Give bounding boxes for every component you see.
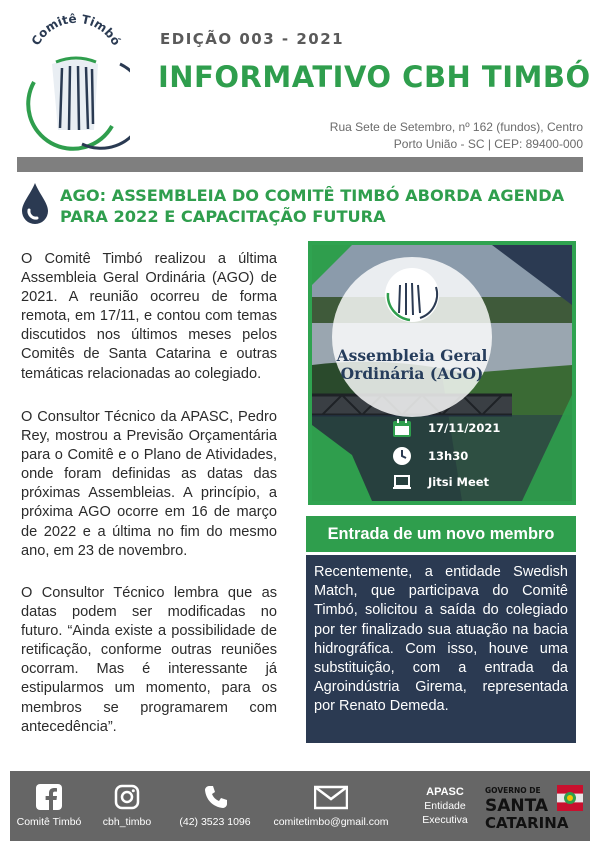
article-paragraph-3: O Consultor Técnico lembra que as datas podem ser modificadas no futuro. “Ainda existe a possibilidade de retificação, conforme outras reuniões ocorram. Mas é interessante já estipularmos um momento, para os membros se programarem com antecedência”. — [21, 585, 277, 735]
article-paragraph-1: O Comitê Timbó realizou a última Assembleia Geral Ordinária (AGO) de 2021. A reunião ocorreu de forma remota, em 17/11, e contou com temas discutidos nos últimos meses pelos Comitês de Santa Catarina e outras temáticas relacionadas ao colegiado. — [21, 251, 277, 382]
article-headline: AGO: ASSEMBLEIA DO COMITÊ TIMBÓ ABORDA AGENDA PARA 2022 E CAPACITAÇÃO FUTURA — [60, 186, 565, 226]
email-label: comitetimbo@gmail.com — [273, 816, 389, 828]
governo-santa-catarina-logo — [483, 781, 587, 833]
apasc-name: APASC — [426, 786, 464, 798]
footer-phone[interactable] — [170, 771, 260, 841]
facebook-icon — [36, 784, 62, 810]
gov-line-1: GOVERNO DE — [485, 786, 541, 795]
facebook-label: Comitê Timbó — [16, 816, 82, 828]
envelope-icon — [314, 784, 348, 810]
footer — [10, 771, 590, 841]
gov-line-3: CATARINA — [485, 814, 569, 832]
ago-event-poster — [308, 241, 576, 505]
water-drop-icon — [20, 181, 50, 225]
instagram-icon — [114, 784, 140, 810]
instagram-label: cbh_timbo — [102, 816, 152, 828]
page-title: INFORMATIVO CBH TIMBÓ — [158, 60, 591, 94]
apasc-block — [413, 785, 477, 827]
poster-time: 13h30 — [428, 449, 469, 463]
svg-text:Comitê Timbó — [29, 12, 124, 48]
footer-facebook[interactable] — [12, 771, 86, 841]
poster-title: Assembleia Geral Ordinária (AGO) — [336, 346, 488, 383]
sc-flag-icon — [557, 785, 583, 811]
phone-icon — [203, 784, 229, 810]
edition-label: EDIÇÃO 003 - 2021 — [160, 30, 345, 48]
clock-icon — [392, 446, 412, 466]
footer-instagram[interactable] — [92, 771, 162, 841]
new-member-box — [306, 555, 576, 743]
poster-platform: Jitsi Meet — [428, 475, 490, 489]
calendar-icon — [392, 418, 412, 438]
poster-date: 17/11/2021 — [428, 421, 501, 435]
new-member-text: Recentemente, a entidade Swedish Match, que participava do Comitê Timbó, solicitou a saída do colegiado por ter finalizado sua atuação na bacia hidrográfica. Com isso, houve uma substituição, com a entrada da Agroindústria Girema, representada por Renato Demeda. — [314, 564, 568, 715]
comite-timbo-logo — [22, 12, 130, 152]
logo-text: Comitê Timbó — [28, 12, 124, 48]
header-divider — [17, 157, 583, 172]
gov-line-2: SANTA — [485, 796, 549, 816]
apasc-line-1: Entidade — [424, 800, 466, 812]
phone-label: (42) 3523 1096 — [179, 816, 251, 828]
address — [330, 119, 583, 153]
footer-email[interactable] — [266, 771, 396, 841]
apasc-line-2: Executiva — [422, 814, 468, 826]
address-line-2: Porto União - SC | CEP: 89400-000 — [393, 137, 583, 151]
article-paragraph-2: O Consultor Técnico da APASC, Pedro Rey, mostrou a Previsão Orçamentária para o Comitê e o Plano de Atividades, onde foram definidas as datas das próximas Assembleias. A princípio, a próxima AGO ocorre em 16 de março de 2022 e a última no fim do mesmo ano, em 23 de novembro. — [21, 409, 277, 559]
address-line-1: Rua Sete de Setembro, nº 162 (fundos), Centro — [329, 120, 583, 134]
laptop-icon — [392, 472, 412, 492]
new-member-title: Entrada de um novo membro — [306, 516, 576, 552]
